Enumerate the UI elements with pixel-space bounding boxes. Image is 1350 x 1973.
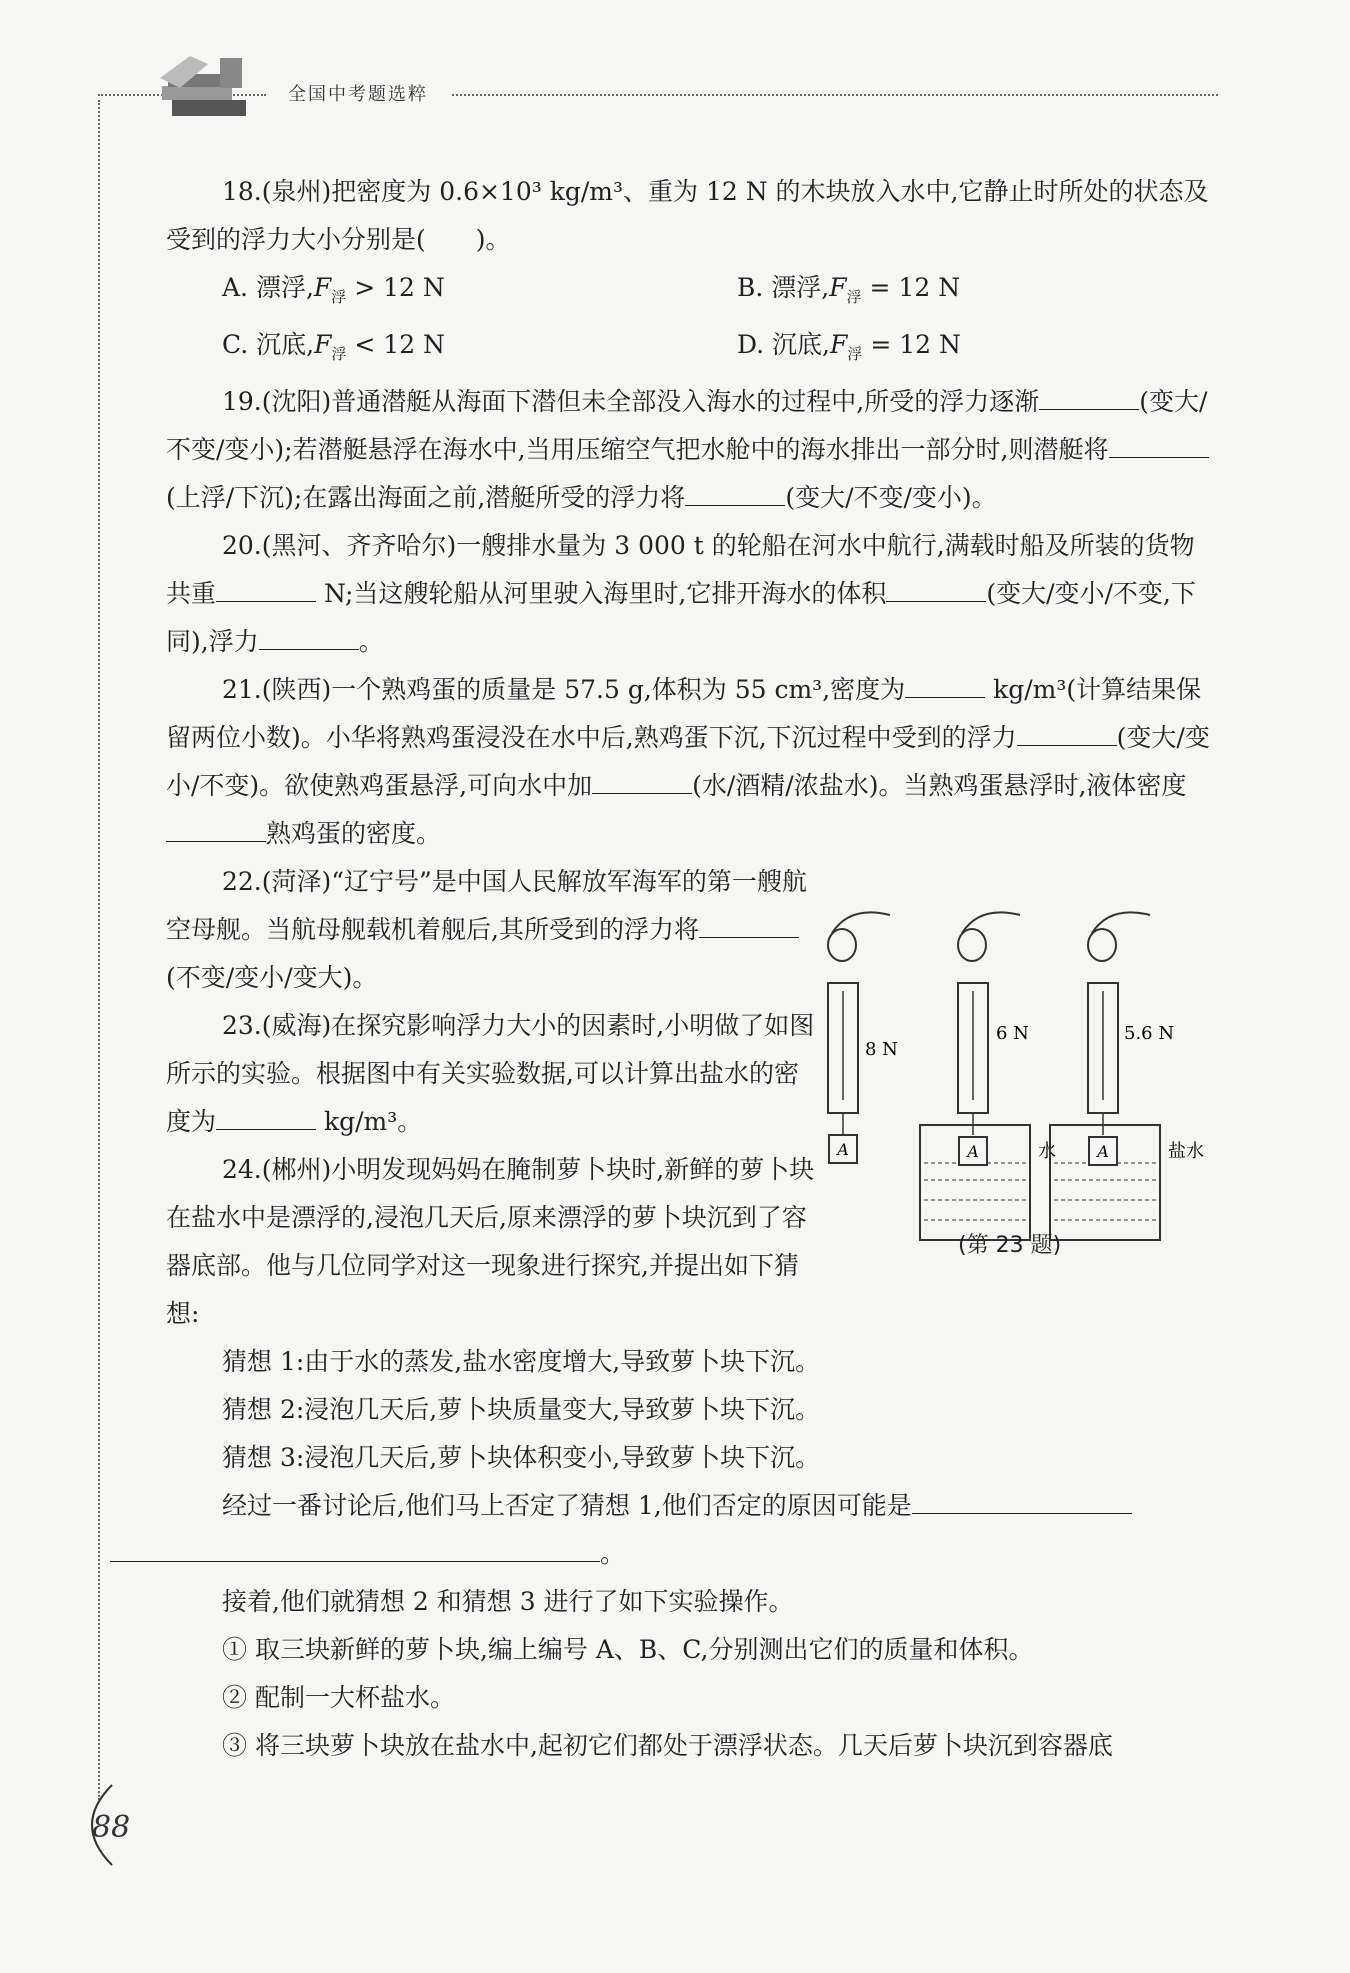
question-22: 22.(菏泽)“辽宁号”是中国人民解放军海军的第一艘航空母舰。当航母舰载机着舰后,其所受到的浮力将(不变/变小/变大)。	[166, 867, 807, 992]
guess-2: 猜想 2:浸泡几天后,萝卜块质量变大,导致萝卜块下沉。	[222, 1395, 821, 1424]
question-24-stem: 24.(郴州)小明发现妈妈在腌制萝卜块时,新鲜的萝卜块在盐水中是漂浮的,浸泡几天后,原来漂浮的萝卜块沉到了容器底部。他与几位同学对这一现象进行探究,并提出如下猜想:	[166, 1155, 815, 1328]
page-border-left	[98, 100, 100, 1800]
question-23: 23.(威海)在探究影响浮力大小的因素时,小明做了如图所示的实验。根据图中有关实验数据,可以计算出盐水的密度为 kg/m³。	[166, 1011, 815, 1136]
answer-blank[interactable]	[912, 1487, 1132, 1514]
answer-blank[interactable]	[886, 575, 986, 602]
book-stack-logo	[150, 48, 260, 128]
question-18-option-d: D. 沉底$,F_浮 = 12$ N	[737, 330, 961, 363]
answer-blank[interactable]	[1039, 383, 1139, 410]
question-20: 20.(黑河、齐齐哈尔)一艘排水量为 3 000 t 的轮船在河水中航行,满载时船及所装的货物共重 N;当这艘轮船从河里驶入海里时,它排开海水的体积 (变大/变小/不变,下同),浮力 。	[166, 531, 1196, 656]
answer-blank[interactable]	[699, 911, 799, 938]
block-label-1: A	[837, 1140, 849, 1159]
spring-scale-figure	[820, 905, 1240, 1275]
answer-blank[interactable]	[905, 671, 985, 698]
step-1: ① 取三块新鲜的萝卜块,编上编号 A、B、C,分别测出它们的质量和体积。	[222, 1635, 1034, 1664]
guess-3: 猜想 3:浸泡几天后,萝卜块体积变小,导致萝卜块下沉。	[222, 1443, 821, 1472]
answer-blank[interactable]	[110, 1535, 600, 1562]
header-rule-right	[452, 94, 1218, 96]
answer-blank[interactable]	[685, 479, 785, 506]
spring-scale-1	[828, 912, 898, 1163]
reading-1: 8 N	[865, 1039, 898, 1060]
answer-blank[interactable]	[1017, 719, 1117, 746]
question-18-option-b: B. 漂浮$,F_浮 = 12$ N	[737, 273, 961, 306]
answer-blank[interactable]	[259, 623, 359, 650]
spring-scale-2	[920, 912, 1056, 1240]
answer-blank[interactable]	[592, 767, 692, 794]
block-label-3: A	[1097, 1142, 1109, 1161]
question-24-discussion: 经过一番讨论后,他们马上否定了猜想 1,他们否定的原因可能是 。	[166, 1482, 1211, 1578]
step-3: ③ 将三块萝卜块放在盐水中,起初它们都处于漂浮状态。几天后萝卜块沉到容器底	[222, 1731, 1113, 1760]
question-18-options-row1	[166, 264, 1211, 321]
answer-blank[interactable]	[216, 1103, 316, 1130]
question-18-stem: 18.(泉州)把密度为 0.6×10³ kg/m³、重为 12 N 的木块放入水中,它静止时所处的状态及受到的浮力大小分别是( )。	[166, 177, 1209, 254]
spring-scale-3	[1050, 912, 1204, 1240]
question-18-option-c: C. 沉底$,F_浮 < 12$ N	[222, 330, 445, 363]
question-21: 21.(陕西)一个熟鸡蛋的质量是 57.5 g,体积为 55 cm³,密度为 kg/m³(计算结果保留两位小数)。小华将熟鸡蛋浸没在水中后,熟鸡蛋下沉,下沉过程中受到的浮力 (变大/变小/不变)。欲使熟鸡蛋悬浮,可向水中加 (水/酒精/浓盐水)。当熟鸡蛋悬浮时,液体密度熟鸡蛋的密度。	[166, 666, 1211, 858]
answer-blank[interactable]	[216, 575, 316, 602]
answer-blank[interactable]	[166, 815, 266, 842]
page-number: 88	[92, 1810, 131, 1845]
reading-2: 6 N	[996, 1023, 1029, 1044]
figure-caption: (第 23 题)	[958, 1233, 1062, 1258]
answer-blank[interactable]	[1109, 431, 1209, 458]
liquid-label-saltwater: 盐水	[1168, 1141, 1204, 1162]
reading-3: 5.6 N	[1124, 1023, 1175, 1044]
block-label-2: A	[967, 1142, 979, 1161]
question-18-options-row2	[166, 321, 1211, 378]
header-title: 全国中考题选粹	[288, 84, 428, 105]
question-19: 19.(沈阳)普通潜艇从海面下潜但未全部没入海水的过程中,所受的浮力逐渐 (变大/不变/变小);若潜艇悬浮在海水中,当用压缩空气把水舱中的海水排出一部分时,则潜艇将(上浮/下沉);在露出海面之前,潜艇所受的浮力将 (变大/不变/变小)。	[166, 378, 1211, 522]
question-18-option-a: A. 漂浮$,F_浮 > 12$ N	[222, 273, 445, 306]
question-24-next: 接着,他们就猜想 2 和猜想 3 进行了如下实验操作。	[222, 1587, 794, 1616]
step-2: ② 配制一大杯盐水。	[222, 1683, 455, 1712]
liquid-label-water: 水	[1038, 1141, 1056, 1162]
guess-1: 猜想 1:由于水的蒸发,盐水密度增大,导致萝卜块下沉。	[222, 1347, 821, 1376]
